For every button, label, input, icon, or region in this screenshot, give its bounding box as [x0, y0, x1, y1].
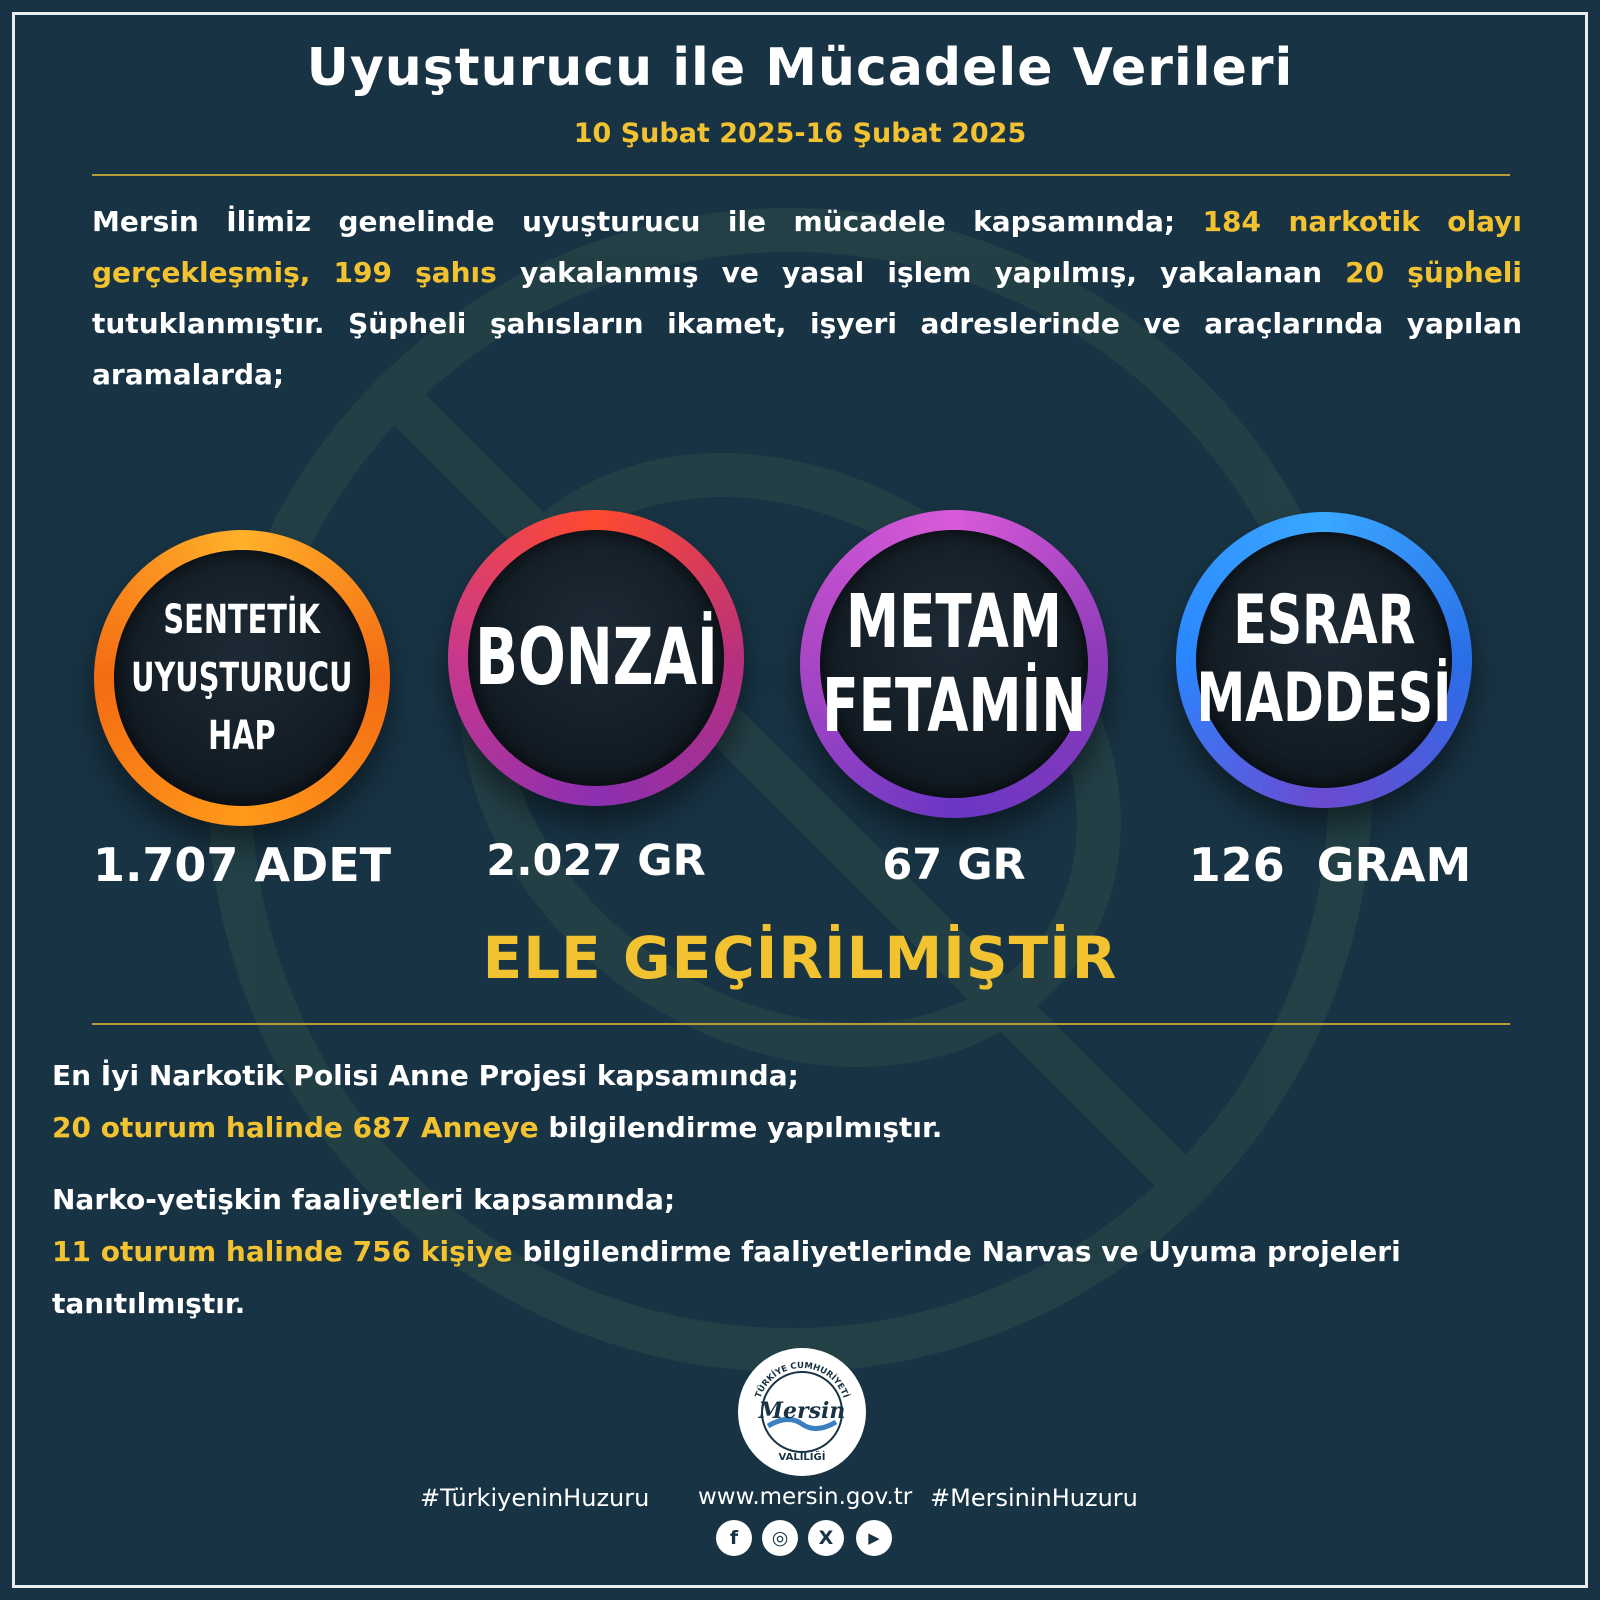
- adult-activities-info: [52, 1174, 1552, 1330]
- mother-project-rest: bilgilendirme yapılmıştır.: [548, 1111, 943, 1144]
- badge-line: ESRAR: [1232, 581, 1416, 660]
- badge-line: BONZAİ: [474, 613, 718, 703]
- intro-text-1: Mersin İlimiz genelinde uyuşturucu ile mücadele kapsamında;: [92, 205, 1176, 238]
- amount-synthetic-pill: 1.707 ADET: [92, 838, 392, 892]
- x-icon[interactable]: X: [808, 1520, 844, 1556]
- amount-methamphetamine: 67 GR: [882, 840, 1026, 890]
- adult-activities-highlight: 11 oturum halinde 756 kişiye: [52, 1235, 513, 1268]
- divider-bottom: [92, 1023, 1510, 1025]
- badge-line: SENTETİK: [163, 597, 321, 643]
- mother-project-intro: En İyi Narkotik Polisi Anne Projesi kapsamında;: [52, 1059, 799, 1092]
- date-range: 10 Şubat 2025-16 Şubat 2025: [573, 118, 1027, 149]
- badge-line: UYUŞTURUCU: [131, 655, 353, 701]
- adult-activities-intro: Narko-yetişkin faaliyetleri kapsamında;: [52, 1183, 676, 1216]
- logo-name: Mersin: [758, 1398, 846, 1424]
- badge-cannabis: [1176, 512, 1472, 808]
- intro-text-2: yakalanmış ve yasal işlem yapılmış, yakalanan: [519, 256, 1323, 289]
- divider-top: [92, 174, 1510, 176]
- badge-bonzai: [448, 510, 744, 806]
- logo-top-text: TÜRKİYE CUMHURİYETİ: [753, 1360, 851, 1400]
- badge-line: FETAMİN: [822, 663, 1086, 749]
- amount-bonzai: 2.027 GR: [486, 836, 706, 886]
- adult-activities-detail: [52, 1226, 1552, 1330]
- facebook-icon[interactable]: f: [716, 1520, 752, 1556]
- intro-highlight-suspects: 20 şüpheli: [1345, 256, 1523, 289]
- badge-line: MADDESİ: [1196, 659, 1452, 738]
- youtube-icon[interactable]: ▶: [856, 1520, 892, 1556]
- seized-heading: ELE GEÇİRİLMİŞTİR: [482, 924, 1118, 992]
- website-link[interactable]: www.mersin.gov.tr: [698, 1484, 913, 1510]
- intro-text-3: tutuklanmıştır. Şüpheli şahısların ikamet, işyeri adreslerinde ve araçlarında yapılan aramalarda;: [92, 307, 1522, 391]
- badge-synthetic-pill-label: [114, 550, 370, 806]
- mother-project-detail: [52, 1102, 1552, 1154]
- badge-synthetic-pill: [94, 530, 390, 826]
- hashtag-left: #TürkiyeninHuzuru: [420, 1484, 650, 1512]
- badge-cannabis-label: [1196, 532, 1452, 788]
- adult-activities-rest: bilgilendirme faaliyetlerinde Narvas ve Uyuma projeleri tanıtılmıştır.: [52, 1235, 1401, 1320]
- mersin-governorship-logo: [738, 1348, 866, 1476]
- badge-line: HAP: [208, 713, 276, 759]
- amount-cannabis: 126 GRAM: [1188, 838, 1472, 892]
- mother-project-info: [52, 1050, 1552, 1154]
- instagram-icon[interactable]: ◎: [762, 1520, 798, 1556]
- logo-bottom-text: VALİLİĞİ: [778, 1452, 826, 1463]
- page-title: Uyuşturucu ile Mücadele Verileri: [306, 38, 1294, 98]
- mother-project-highlight: 20 oturum halinde 687 Anneye: [52, 1111, 539, 1144]
- intro-paragraph: [92, 196, 1522, 400]
- badge-methamphetamine: [800, 510, 1108, 818]
- badge-bonzai-label: [468, 530, 724, 786]
- badge-methamphetamine-label: [820, 530, 1088, 798]
- intro-highlight-incidents: 184 narkotik olayı gerçekleşmiş, 199 şahıs: [92, 205, 1522, 289]
- badge-line: METAM: [846, 579, 1062, 665]
- hashtag-right: #MersininHuzuru: [930, 1484, 1138, 1512]
